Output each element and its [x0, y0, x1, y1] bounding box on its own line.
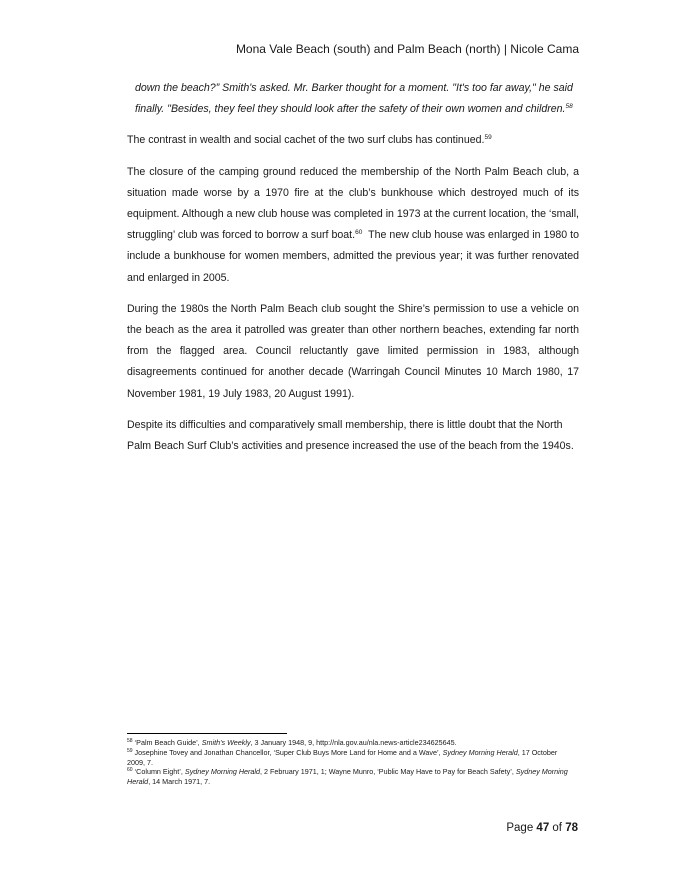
paragraph	[127, 130, 579, 151]
paragraph-text: The new club house was enlarged in 1980 to include a bunkhouse for women members, admitted the previous year; it was further renovated and enlarged in 2005.	[127, 229, 579, 284]
paragraph-text: The closure of the camping ground reduced the membership of the North Palm Beach club, a situation made worse by a 1970 fire at the club’s bunkhouse which destroyed much of its equipment. Although a new club house was completed in 1973 at the current location, the ‘small, struggling’ club was forced to borrow a surf boat.	[127, 165, 579, 242]
paragraph	[127, 415, 579, 457]
footnote-60	[127, 767, 577, 787]
running-header: Mona Vale Beach (south) and Palm Beach (north) | Nicole Cama	[235, 42, 579, 56]
page-number: 47	[536, 822, 550, 834]
footnote-ref-60[interactable]: 60	[355, 229, 363, 237]
footnotes	[127, 738, 577, 787]
footnote-number: 58	[127, 738, 133, 744]
footnote-58	[127, 738, 577, 748]
footnote-59	[127, 748, 577, 768]
page-total: 78	[565, 822, 578, 834]
footnote-text: , 17 October 2009, 7.	[127, 747, 558, 767]
footnote-ref-58[interactable]: 58	[565, 103, 573, 111]
footnote-number: 59	[127, 747, 133, 754]
quote-text: down the beach?” Smith's asked. Mr. Barker thought for a moment. "It's too far away," he said finally. "Besides, they feel they should look after the safety of their own women and children.	[135, 82, 573, 116]
publication-title: Sydney Morning Herald	[184, 767, 261, 777]
block-quote	[127, 78, 579, 120]
page-footer	[506, 822, 578, 834]
footnote-ref-59[interactable]: 59	[484, 134, 492, 142]
paragraph-text: Despite its difficulties and comparatively small membership, there is little doubt that the North Palm Beach Surf Club’s activities and presence increased the use of the beach from the 1940s.	[127, 418, 574, 453]
footnote-text: , 2 February 1971, 1; Wayne Munro, ‘Public May Have to Pay for Beach Safety’,	[260, 767, 516, 777]
footnote-separator	[127, 733, 287, 734]
footnote-text: Josephine Tovey and Jonathan Chancellor, ‘Super Club Buys More Land for Home and a Wave’,	[132, 747, 443, 757]
paragraph-text: During the 1980s the North Palm Beach club sought the Shire’s permission to use a vehicle on the beach as the area it patrolled was greater than other northern beaches, extending far north from the flagged area. Council reluctantly gave limited permission in 1983, although disagreements continued for another decade (Warringah Council Minutes 10 March 1980, 17 November 1981, 19 July 1983, 20 August 1991).	[127, 302, 579, 400]
paragraph-text: The contrast in wealth and social cachet of the two surf clubs has continued.	[127, 134, 485, 147]
footnote-text: ‘Column Eight’,	[132, 767, 185, 777]
footnote-text: , 14 March 1971, 7.	[148, 777, 211, 787]
paragraph	[127, 299, 579, 405]
footnote-text: ‘Palm Beach Guide’,	[132, 738, 202, 747]
paragraph	[127, 162, 579, 289]
page-body	[127, 78, 579, 467]
footnote-text: , 3 January 1948, 9, http://nla.gov.au/nla.news-article234625645.	[250, 738, 457, 747]
page-label: Page	[506, 822, 537, 834]
publication-title: Sydney Morning Herald	[442, 747, 518, 757]
publication-title: Sydney Morning Herald	[127, 767, 568, 787]
publication-title: Smith’s Weekly	[201, 738, 251, 747]
page-of: of	[549, 822, 566, 834]
footnote-number: 60	[127, 767, 133, 774]
